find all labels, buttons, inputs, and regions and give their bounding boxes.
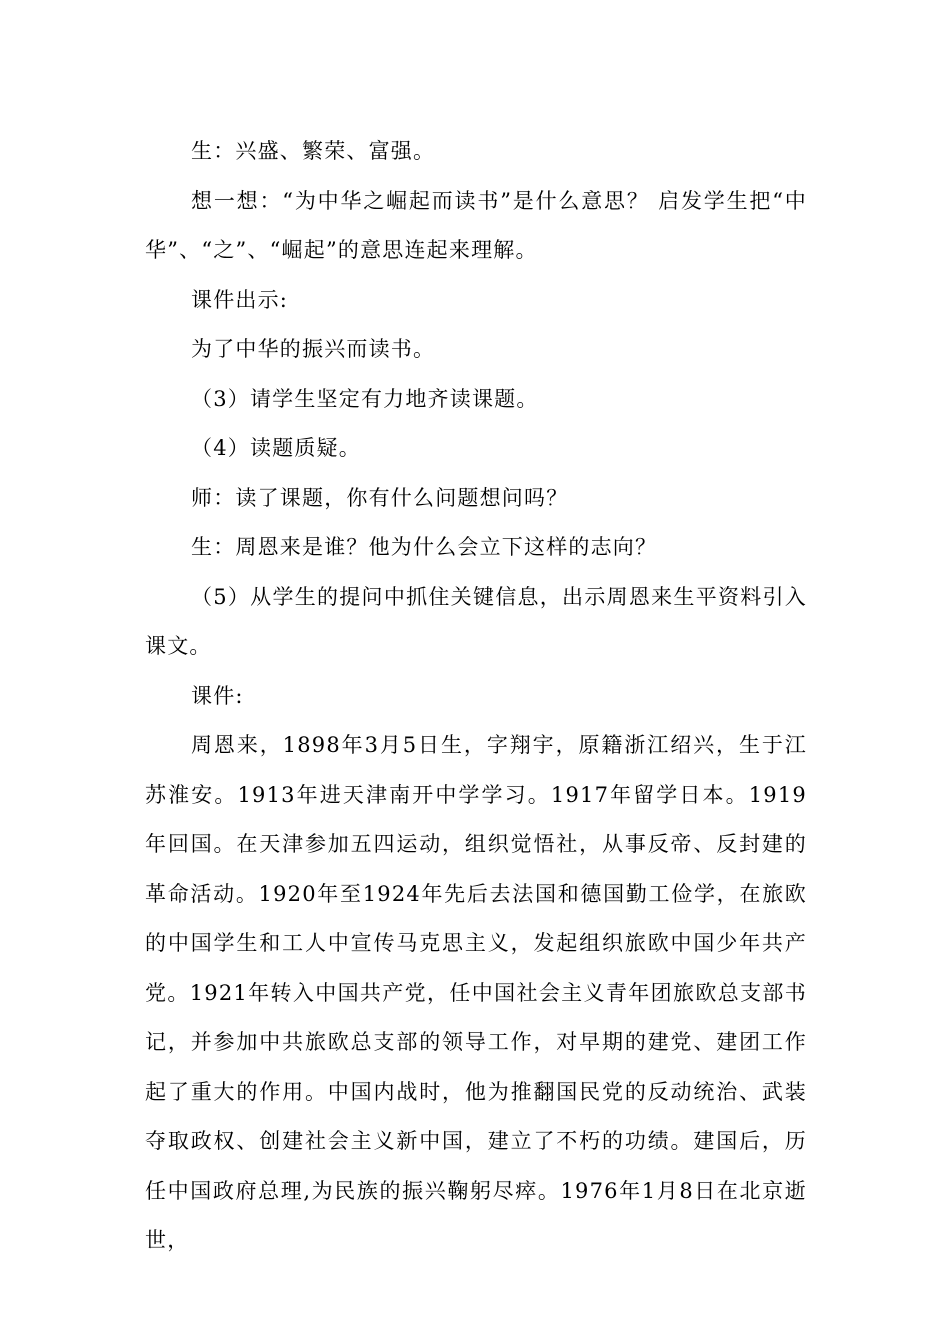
paragraph-biography: 周恩来，1898年3月5日生，字翔宇，原籍浙江绍兴，生于江苏淮安。1913年进天津南开中学学习。1917年留学日本。1919年回国。在天津参加五四运动，组织觉悟社，从事反帝、反封建的革命活动。1920年至1924年先后去法国和德国勤工俭学，在旅欧的中国学生和工人中宣传马克思主义，发起组织旅欧中国少年共产党。1921年转入中国共产党，任中国社会主义青年团旅欧总支部书记，并参加中共旅欧总支部的领导工作，对早期的建党、建团工作起了重大的作用。中国内战时，他为推翻国民党的反动统治、武装夺取政权、创建社会主义新中国，建立了不朽的功绩。建国后，历任中国政府总理,为民族的振兴鞠躬尽瘁。1976年1月8日在北京逝世， [145, 733, 807, 1252]
paragraph-meaning: 为了中华的振兴而读书。 [191, 337, 436, 361]
paragraph-student-answer: 生：兴盛、繁荣、富强。 [191, 139, 436, 163]
paragraph-think: 想一想：“为中华之崛起而读书”是什么意思？ 启发学生把“中华”、“之”、“崛起”的意思连起来理解。 [145, 188, 807, 262]
document-body [145, 127, 807, 1266]
paragraph-courseware: 课件: [191, 683, 244, 708]
paragraph-courseware-show: 课件出示: [191, 287, 289, 312]
paragraph-student-question: 生：周恩来是谁？他为什么会立下这样的志向？ [191, 535, 658, 559]
paragraph-step-4: （4）读题质疑。 [191, 436, 361, 460]
paragraph-step-3: （3）请学生坚定有力地齐读课题。 [191, 386, 539, 411]
paragraph-step-5: （5）从学生的提问中抓住关键信息，出示周恩来生平资料引入课文。 [145, 584, 807, 658]
paragraph-teacher-question: 师：读了课题，你有什么问题想问吗？ [191, 485, 569, 510]
